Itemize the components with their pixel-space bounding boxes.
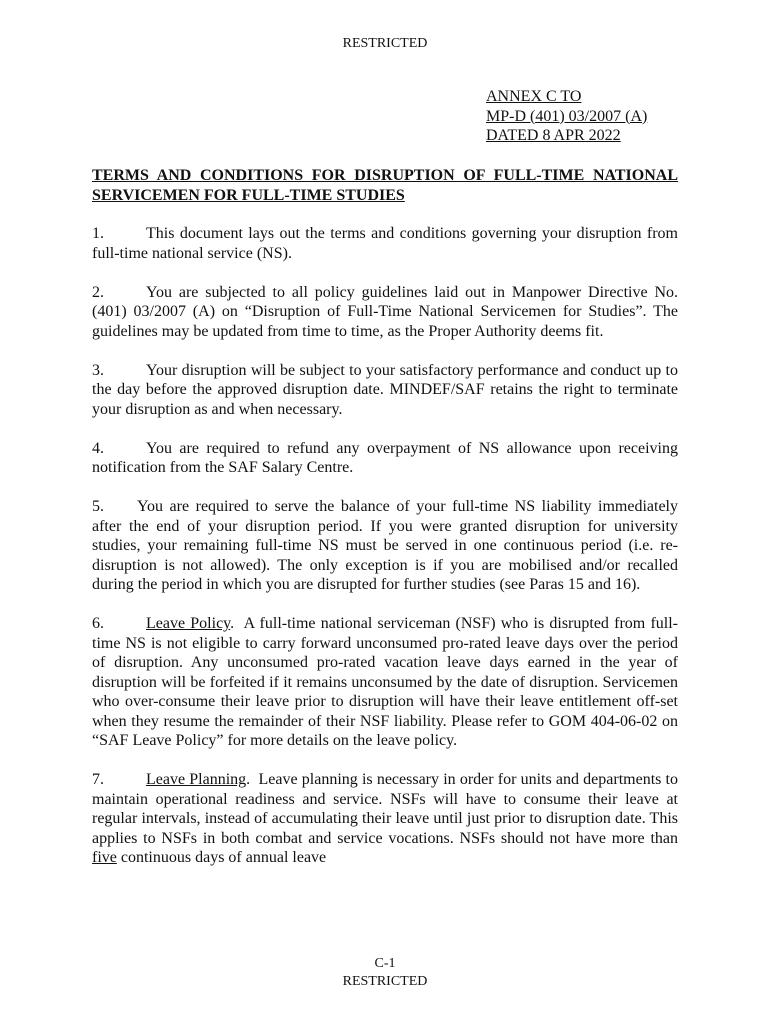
paragraph-text: You are required to serve the balance of your full-time NS liability immediately after the end of your disruption period. If you were granted disruption for university studies, your remaining full-time NS must be served in one continuous period (i.e. re-disruption is not allowed). The only exception is if you are mobilised and/or recalled during the period in which you are disrupted for further studies (see Paras 15 and 16). [92, 498, 678, 593]
annex-line-1: ANNEX C TO [486, 88, 582, 105]
emphasis-word: five [92, 849, 117, 866]
paragraph-number: 5. [92, 498, 104, 515]
page-number: C-1 [374, 956, 396, 971]
paragraph-text: You are subjected to all policy guidelines laid out in Manpower Directive No. (401) 03/2007 (A) on “Disruption of Full-Time National Servicemen for Studies”. The guidelines may be updated from time to time, as the Proper Authority deems fit. [92, 283, 678, 340]
paragraph-3 [92, 361, 678, 420]
paragraph-1 [92, 224, 678, 263]
paragraph-number: 1. [92, 225, 104, 242]
paragraph-heading: Leave Planning [146, 771, 247, 788]
paragraph-5 [92, 497, 678, 595]
paragraph-number: 3. [92, 361, 104, 379]
paragraph-number: 2. [92, 283, 104, 301]
paragraph-heading: Leave Policy [146, 615, 231, 632]
paragraph-2 [92, 283, 678, 342]
document-body [92, 224, 678, 887]
paragraph-text: Your disruption will be subject to your satisfactory performance and conduct up to the day before the approved disruption date. MINDEF/SAF retains the right to terminate your disruption as and when necessary. [92, 361, 678, 418]
paragraph-text: You are required to refund any overpayment of NS allowance upon receiving notification from the SAF Salary Centre. [92, 439, 678, 476]
paragraph-6: 6. Leave Policy. A full-time national serviceman (NSF) who is disrupted from full-time NS is not eligible to carry forward unconsumed pro-rated leave days over the period of disruption. Any unconsumed pro-rated vacation leave days earned in the year of disruption will be forfeited if it remains unconsumed by the date of disruption. Servicemen who over-consume their leave prior to disruption will have their leave entitlement off-set when they resume the remainder of their NSF liability. Please refer to GOM 404-06-02 on “SAF Leave Policy” for more details on the leave policy. [92, 615, 678, 749]
paragraph-number: 7. [92, 771, 104, 788]
paragraph-text: A full-time national serviceman (NSF) who is disrupted from full-time NS is not eligible to carry forward unconsumed pro-rated leave days over the period of disruption. Any unconsumed pro-rated vacation leave days earned in the year of disruption will be forfeited if it remains unconsumed by the date of disruption. Servicemen who over-consume their leave prior to disruption will have their leave entitlement off-set when they resume the remainder of their NSF liability. Please refer to GOM 404-06-02 on “SAF Leave Policy” for more details on the leave policy. [92, 615, 678, 749]
paragraph-4 [92, 439, 678, 478]
annex-reference [486, 87, 647, 146]
annex-line-2: MP-D (401) 03/2007 (A) [486, 107, 648, 125]
classification-footer: RESTRICTED [342, 974, 428, 989]
document-title: TERMS AND CONDITIONS FOR DISRUPTION OF FULL-TIME NATIONAL SERVICEMEN FOR FULL-TIME STUDIES [92, 167, 678, 204]
classification-header: RESTRICTED [342, 36, 428, 51]
annex-line-3: DATED 8 APR 2022 [486, 127, 621, 144]
paragraph-text: Leave planning is necessary in order for units and departments to maintain operational readiness and service. NSFs will have to consume their leave at regular intervals, instead of accumulating their leave until just prior to disruption date. This applies to NSFs in both combat and service vocations. NSFs should not have more than [92, 771, 679, 847]
paragraph-7: 7. Leave Planning. Leave planning is necessary in order for units and departments to maintain operational readiness and service. NSFs will have to consume their leave at regular intervals, instead of accumulating their leave until just prior to disruption date. This applies to NSFs in both combat and service vocations. NSFs should not have more than five continuous days of annual leave [92, 771, 679, 866]
paragraph-number: 6. [92, 615, 104, 632]
paragraph-text-continued: continuous days of annual leave [120, 849, 327, 866]
paragraph-text: This document lays out the terms and conditions governing your disruption from full-time national service (NS). [92, 225, 678, 262]
paragraph-number: 4. [92, 439, 104, 457]
